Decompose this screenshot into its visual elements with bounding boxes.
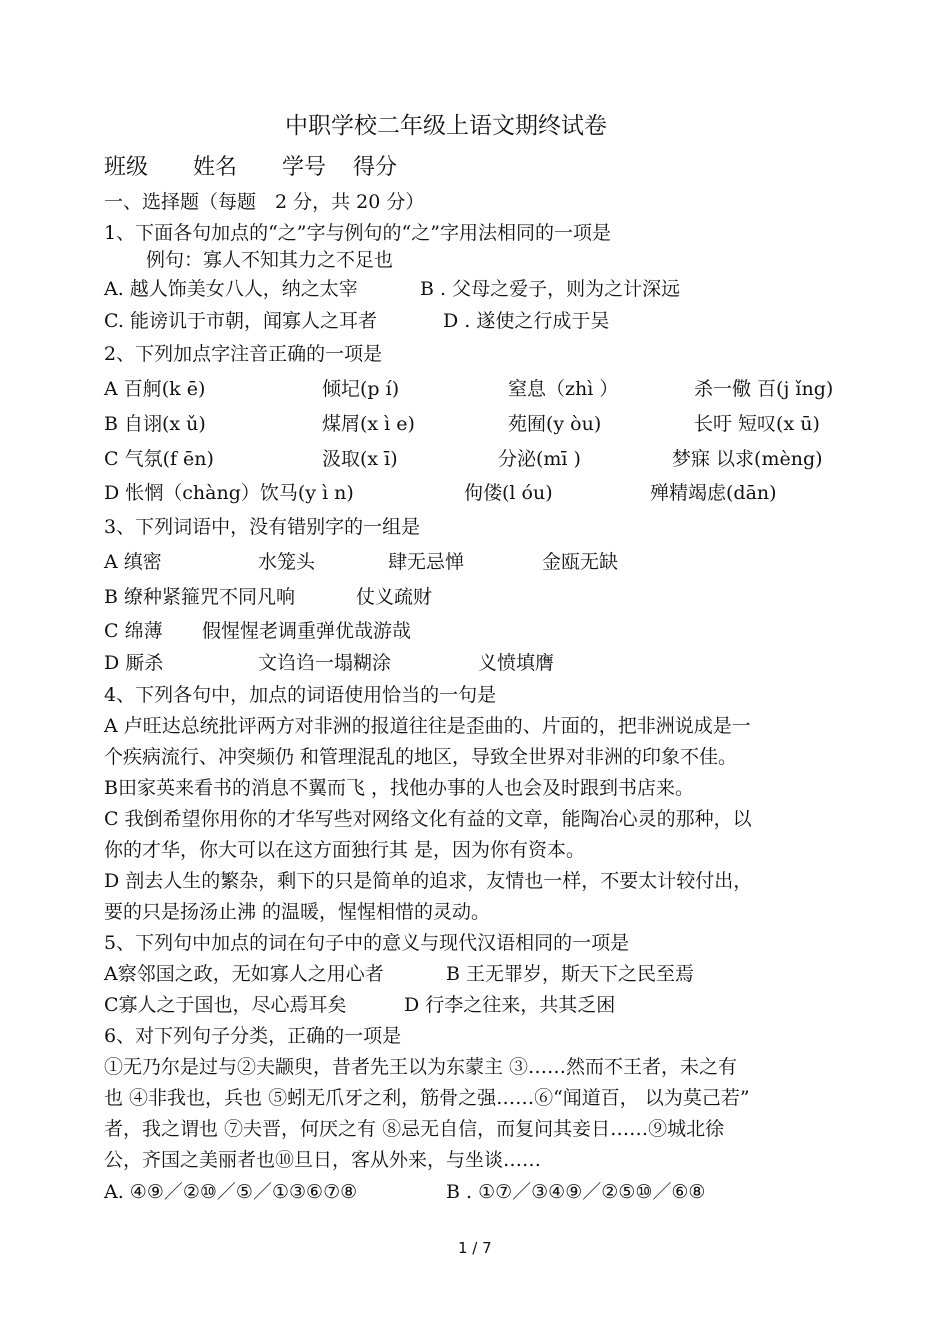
question-4-line: 你的才华，你大可以在这方面独行其 是，因为你有资本。 xyxy=(104,839,586,861)
question-4-stem: 4、下列各句中，加点的词语使用恰当的一句是 xyxy=(104,684,497,706)
question-6-line: 公，齐国之美丽者也⑩旦日，客从外来，与坐谈…… xyxy=(104,1149,542,1171)
class-field-label: 班级 xyxy=(104,155,149,180)
question-1-option-c: C. 能谤讥于市朝，闻寡人之耳者 xyxy=(104,310,377,332)
question-3-row-a-c2: 水笼头 xyxy=(258,551,316,573)
name-field-label: 姓名 xyxy=(193,155,238,180)
question-4-line: C 我倒希望你用你的才华写些对网络文化有益的文章，能陶冶心灵的那种，以 xyxy=(104,808,752,830)
page-indicator: 1 / 7 xyxy=(458,1239,492,1257)
question-5-option-d: D 行李之往来，共其乏困 xyxy=(404,994,616,1016)
question-4-line: D 剖去人生的繁杂，剩下的只是简单的追求，友情也一样，不要太计较付出， xyxy=(104,870,753,892)
question-1-stem: 1、下面各句加点的“之”字与例句的“之”字用法相同的一项是 xyxy=(104,222,611,244)
question-6-option-a: A. ④⑨／②⑩／⑤／①③⑥⑦⑧ xyxy=(104,1181,358,1203)
question-5-option-b: B 王无罪岁，斯天下之民至焉 xyxy=(446,963,695,985)
question-2-row-b-c3: 苑囿(y òu) xyxy=(508,413,602,435)
question-2-row-d-c1: D 怅惘（chàng）饮马(y ì n) xyxy=(104,482,354,504)
question-4-line: A 卢旺达总统批评两方对非洲的报道往往是歪曲的、片面的，把非洲说成是一 xyxy=(104,715,751,737)
question-6-line: ①无乃尔是过与②夫颛臾，昔者先王以为东蒙主 ③……然而不王者，未之有 xyxy=(104,1056,738,1078)
question-2-row-a-c2: 倾圮(p í) xyxy=(322,378,400,400)
question-2-row-d-c4: 殚精竭虑(dān) xyxy=(650,482,777,504)
question-2-row-b-c4: 长吁 短叹(x ū) xyxy=(694,413,820,435)
question-2-row-c-c3: 分泌(mī ) xyxy=(498,448,581,470)
question-3-row-c-c1: C 绵薄 xyxy=(104,620,163,642)
question-3-row-d-c3: 义愤填膺 xyxy=(478,652,555,674)
question-1-example: 例句：寡人不知其力之不足也 xyxy=(146,249,394,271)
question-2-row-a-c3: 窒息（zhì ） xyxy=(508,378,619,400)
question-1-option-a: A. 越人饰美女八人，纳之太宰 xyxy=(104,278,358,300)
question-2-row-b-c1: B 自诩(x ǔ) xyxy=(104,413,206,435)
question-3-row-d-c1: D 厮杀 xyxy=(104,652,164,674)
section-heading: 一、选择题（每题 2 分，共 20 分） xyxy=(104,191,425,213)
question-2-stem: 2、下列加点字注音正确的一项是 xyxy=(104,343,383,365)
score-field-label: 得分 xyxy=(353,155,398,180)
question-3-row-b-c2: 仗义疏财 xyxy=(356,586,433,608)
question-2-row-b-c2: 煤屑(x ì e) xyxy=(322,413,415,435)
question-1-option-b: B . 父母之爱子，则为之计深远 xyxy=(420,278,681,300)
question-2-row-a-c4: 杀一儆 百(j ǐng) xyxy=(694,378,834,400)
question-4-line: 个疾病流行、冲突频仍 和管理混乱的地区，导致全世界对非洲的印象不佳。 xyxy=(104,746,738,768)
question-3-stem: 3、下列词语中，没有错别字的一组是 xyxy=(104,516,421,538)
question-3-row-d-c2: 文诌诌一塌糊涂 xyxy=(258,652,392,674)
question-2-row-c-c2: 汲取(x ī) xyxy=(322,448,398,470)
student-info-fields xyxy=(104,156,435,180)
question-3-row-a-c4: 金瓯无缺 xyxy=(542,551,619,573)
question-4-line: B田家英来看书的消息不翼而飞 ，找他办事的人也会及时跟到书店来。 xyxy=(104,777,695,799)
question-5-option-c: C寡人之于国也，尽心焉耳矣 xyxy=(104,994,347,1016)
question-1-option-d: D . 遂使之行成于吴 xyxy=(443,310,610,332)
question-2-row-c-c1: C 气氛(f ēn) xyxy=(104,448,214,470)
question-6-option-b: B . ①⑦／③④⑨／②⑤⑩／⑥⑧ xyxy=(446,1181,706,1203)
question-6-line: 者，我之谓也 ⑦夫晋，何厌之有 ⑧忌无自信，而复问其妾日……⑨城北徐 xyxy=(104,1118,725,1140)
question-2-row-c-c4: 梦寐 以求(mèng) xyxy=(672,448,823,470)
question-3-row-c-c2: 假惺惺老调重弹优哉游哉 xyxy=(202,620,412,642)
question-3-row-b-c1: B 缭种紧箍咒不同凡响 xyxy=(104,586,296,608)
question-2-row-d-c3: 佝偻(l óu) xyxy=(464,482,553,504)
question-5-option-a: A察邻国之政，无如寡人之用心者 xyxy=(104,963,384,985)
question-3-row-a-c3: 肆无忌惮 xyxy=(388,551,465,573)
question-3-row-a-c1: A 缜密 xyxy=(104,551,162,573)
question-6-stem: 6、对下列句子分类，正确的一项是 xyxy=(104,1025,402,1047)
student-id-field-label: 学号 xyxy=(282,155,327,180)
question-4-line: 要的只是扬汤止沸 的温暖，惺惺相惜的灵动。 xyxy=(104,901,491,923)
question-2-row-a-c1: A 百舸(k ē) xyxy=(104,378,206,400)
exam-title: 中职学校二年级上语文期终试卷 xyxy=(285,113,607,139)
question-6-line: 也 ④非我也，兵也 ⑤蚓无爪牙之利，筋骨之强……⑥“闻道百， 以为莫己若” xyxy=(104,1087,750,1109)
question-5-stem: 5、下列句中加点的词在句子中的意义与现代汉语相同的一项是 xyxy=(104,932,630,954)
